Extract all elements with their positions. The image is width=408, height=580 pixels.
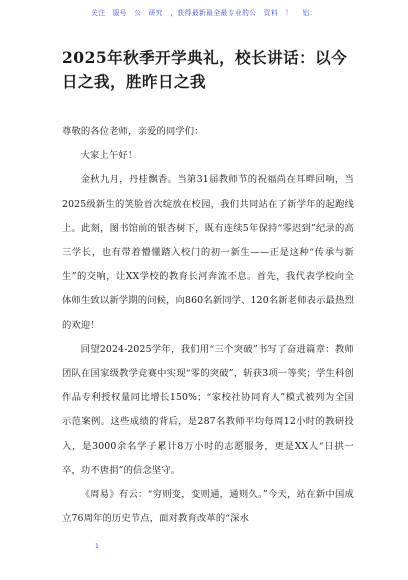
- paragraph: 大家上午好！: [80, 150, 138, 162]
- header-banner: 关注 服号 公 研究 ，获得最新最全最专业的公 资料 ！ 铝：: [91, 9, 317, 17]
- document-body: [62, 120, 354, 531]
- paragraph: 《周易》有云：“穷则变，变则通，通则久。”今天，站在新中国成立76周年的历史节点，面对教育改革的“深水: [62, 489, 354, 525]
- salutation: 尊敬的各位老师，亲爱的同学们：: [62, 126, 204, 137]
- paragraph: 金秋九月，丹桂飘香。当第31届教师节的祝福尚在耳畔回响，当2025级新生的笑脸首次绽放在校园，我们共同站在了新学年的起跑线上。此刻，图书馆前的银杏树下，既有连续5年保持“零迟到”纪录的高三学长，也有带着懵懂踏入校门的初一新生——正是这种“传承与新生”的交响，让XX学校的教育长河奔流不息。首先，我代表学校向全体师生致以新学期的问候，向860名新同学、120名新老师表示最热烈的欢迎！: [62, 174, 354, 331]
- paragraph: 回望2024-2025学年，我们用“三个突破”书写了奋进篇章：教师团队在国家级教学竞赛中实现“零的突破”，斩获3项一等奖；学生科创作品专利授权量同比增长150%；“家校社协同育人”模式被列为全国示范案例。这些成绩的背后，是287名教师平均每周12小时的教研投入，是3000余名学子累计8万小时的志愿服务，更是XX人“日拱一卒，功不唐捐”的信念坚守。: [62, 343, 354, 476]
- page-number: 1: [95, 543, 99, 550]
- document-title: 2025年秋季开学典礼，校长讲话：以今日之我，胜昨日之我: [62, 48, 348, 91]
